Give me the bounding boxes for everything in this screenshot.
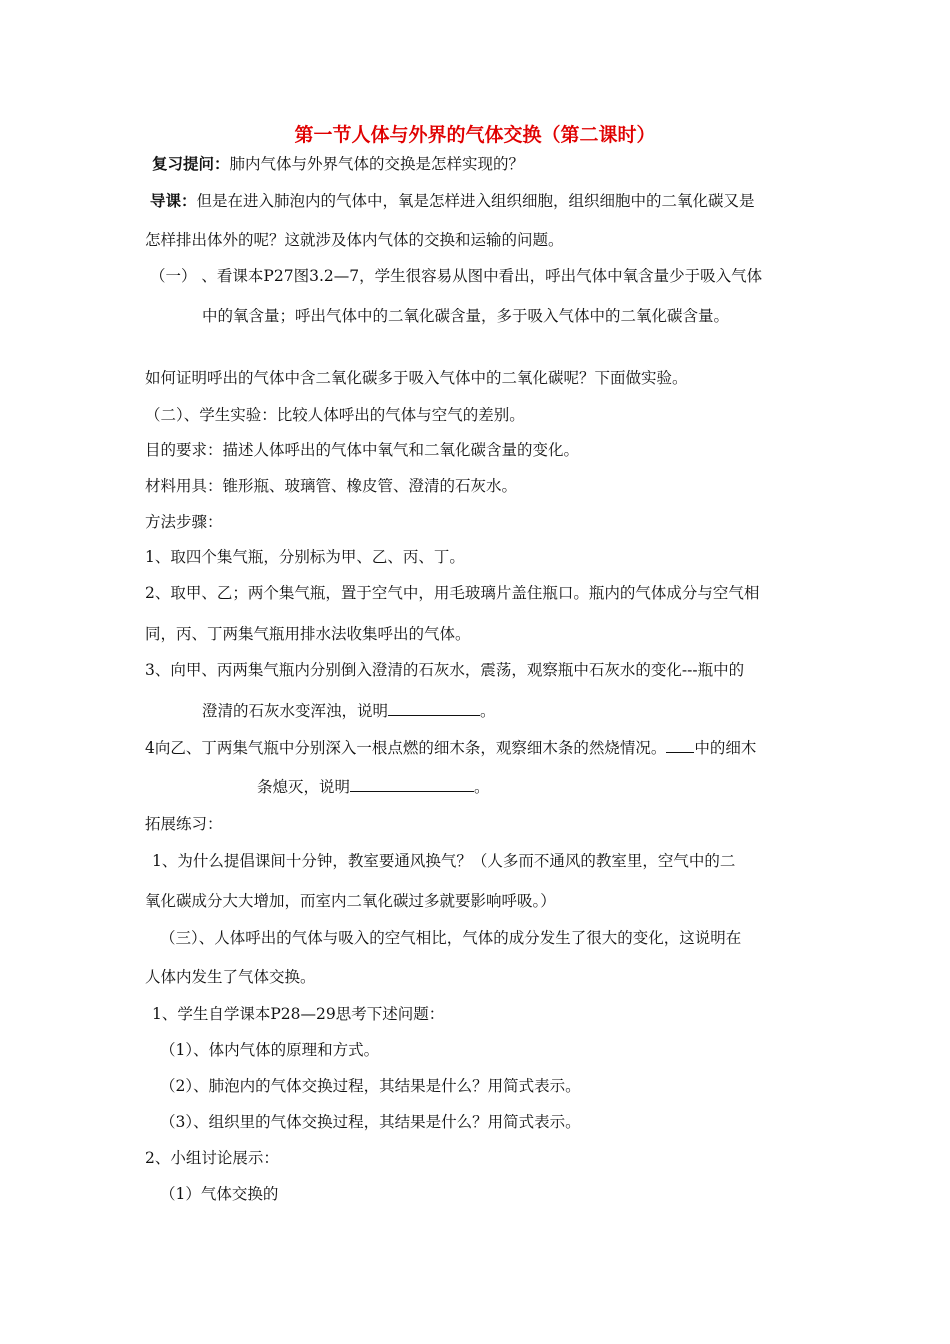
part2-heading: （二）、学生实验：比较人体呼出的气体与空气的差别。 xyxy=(145,406,525,424)
materials-line: 材料用具：锥形瓶、玻璃管、橡皮管、澄清的石灰水。 xyxy=(145,477,518,495)
intro-line-1 xyxy=(150,191,755,211)
step-3-text: 澄清的石灰水变浑浊，说明 xyxy=(202,702,389,720)
part1-line-2: 中的氧含量；呼出气体中的二氧化碳含量，多于吸入气体中的二氧化碳含量。 xyxy=(202,307,730,325)
method-heading: 方法步骤： xyxy=(145,513,223,531)
step-4-line-1 xyxy=(145,738,756,758)
step-2-line-1: 2、取甲、乙；两个集气瓶，置于空气中，用毛玻璃片盖住瓶口。瓶内的气体成分与空气相 xyxy=(145,584,760,602)
step-4-period: 。 xyxy=(650,739,667,757)
discussion-item-1: （1）气体交换的 xyxy=(160,1185,279,1203)
review-text: 肺内气体与外界气体的交换是怎样实现的？ xyxy=(229,155,525,173)
ext-1-line-1: 1、为什么提倡课间十分钟，教室要通风换气？（人多而不通风的教室里，空气中的二 xyxy=(152,852,736,870)
question-2: （2）、肺泡内的气体交换过程，其结果是什么？用简式表示。 xyxy=(160,1077,581,1095)
part1-line-1: （一） 、看课本P27图3.2—7，学生很容易从图中看出，呼出气体中氧含量少于吸入气体 xyxy=(150,267,763,285)
question-3: （3）、组织里的气体交换过程，其结果是什么？用简式表示。 xyxy=(160,1113,581,1131)
review-label: 复习提问： xyxy=(152,155,230,173)
step-4-answer-blank[interactable] xyxy=(350,777,474,792)
goal-line: 目的要求：描述人体呼出的气体中氧气和二氧化碳含量的变化。 xyxy=(145,441,580,459)
intro-line-2: 怎样排出体外的呢？这就涉及体内气体的交换和运输的问题。 xyxy=(145,231,564,249)
part3-line-1: （三）、人体呼出的气体与吸入的空气相比，气体的成分发生了很大的变化，这说明在 xyxy=(160,929,742,947)
step-3-line-1: 3、向甲、丙两集气瓶内分别倒入澄清的石灰水，震荡，观察瓶中石灰水的变化---瓶中的 xyxy=(145,661,745,679)
step-3-line-2 xyxy=(202,701,496,721)
step-4-period-2: 。 xyxy=(474,778,490,796)
extension-heading: 拓展练习： xyxy=(145,815,223,833)
step-4-text: 4向乙、丁两集气瓶中分别深入一根点燃的细木条，观察细木条的然烧情况 xyxy=(145,739,651,757)
question-line: 如何证明呼出的气体中含二氧化碳多于吸入气体中的二氧化碳呢？下面做实验。 xyxy=(145,369,688,387)
step-4-line-2 xyxy=(257,777,490,797)
discussion-heading: 2、小组讨论展示： xyxy=(145,1149,279,1167)
intro-text-1: 但是在进入肺泡内的气体中，氧是怎样进入组织细胞，组织细胞中的二氧化碳又是 xyxy=(196,192,755,210)
question-1: （1）、体内气体的原理和方式。 xyxy=(160,1041,380,1059)
part3-line-2: 人体内发生了气体交换。 xyxy=(145,968,316,986)
step-4-text-end: 中的细木 xyxy=(694,739,757,757)
step-2-line-2: 同，丙、丁两集气瓶用排水法收集呼出的气体。 xyxy=(145,625,471,643)
self-study-line: 1、学生自学课本P28—29思考下述问题： xyxy=(152,1005,445,1023)
review-question xyxy=(152,154,524,174)
page-title: 第一节人体与外界的气体交换（第二课时） xyxy=(294,124,656,146)
step-3-answer-blank[interactable] xyxy=(388,701,480,716)
step-1: 1、取四个集气瓶，分别标为甲、乙、丙、丁。 xyxy=(145,548,465,566)
step-4-text-2: 条熄灭，说明 xyxy=(257,778,351,796)
intro-label: 导课： xyxy=(150,192,197,210)
step-4-blank-1[interactable] xyxy=(666,738,694,753)
ext-1-line-2: 氧化碳成分大大增加，而室内二氧化碳过多就要影响呼吸。） xyxy=(145,892,556,910)
step-3-period: 。 xyxy=(480,702,496,720)
